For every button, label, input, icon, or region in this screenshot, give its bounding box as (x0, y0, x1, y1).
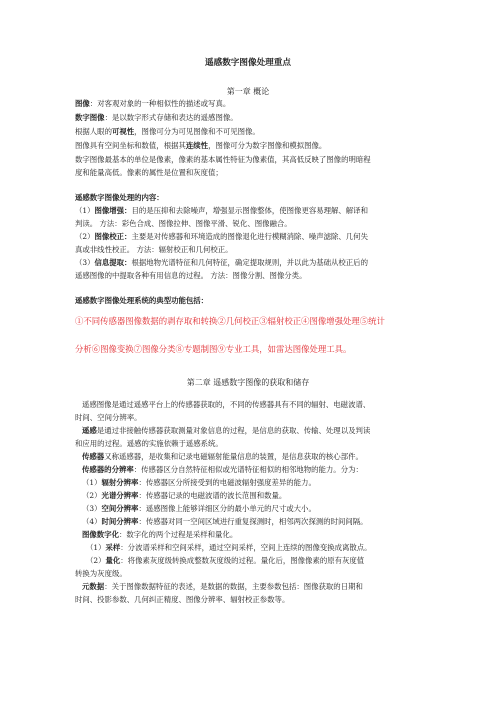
term: 图像数字化 (82, 530, 119, 539)
text: ：传感器区分自然特征相似或光谱特征相似的相邻地物的能力。分为： (133, 465, 363, 474)
term: 辐射分辨率 (101, 478, 139, 487)
text: ：传感器记录的电磁波谱的波长范围和数量。 (138, 491, 287, 500)
text-line (82, 517, 368, 527)
text-line (75, 113, 238, 123)
text-line: 度和能量高低。像素的属性是位置和灰度值； (75, 168, 223, 177)
term: 遥感 (82, 426, 97, 435)
text-line (82, 478, 316, 488)
term: 数字图像 (75, 113, 105, 122)
highlight-line: 分析⑥图像变换⑦图像分类⑧专题制图⑨专业工具，如雷达图像处理工具。 (75, 344, 352, 354)
text: ：对客观对象的一种相似性的描述或写真。 (89, 99, 231, 108)
text: 目的是压抑和去除噪声，增强显示图像整体，使图像更容易理解、解译和 (131, 206, 368, 215)
text: 主要是对传感器和环境造成的图像退化进行模糊消除、噪声滤除、几何失 (131, 232, 368, 241)
highlight-line: ①不同传感器图像数据的剥存取和转换②几何校正③辐射校正④图像增强处理⑤统计 (75, 316, 385, 326)
term: 时间分辨率 (101, 517, 139, 526)
text: （2） (86, 556, 106, 565)
term: 传感器的分辨率 (82, 465, 134, 474)
text-line: 转换为灰度级。 (75, 569, 127, 578)
text-line: 数字图像最基本的单位是像素，像素的基本属性特征为像素值，其高低反映了图像的明暗程 (75, 155, 371, 164)
term: 采样 (105, 543, 121, 552)
text: ：将像素灰度级转换成整数灰度级的过程。量化后，图像像素的原有灰度值 (120, 556, 365, 565)
text-line (75, 99, 230, 109)
text-line (82, 452, 363, 462)
heading-text: 遥感数字图像处理的内容： (75, 193, 164, 202)
text: ：是以数字形式存储和表达的遥感图像。 (104, 113, 238, 122)
text: （1） (86, 543, 106, 552)
term: 信息提取： (94, 258, 132, 267)
text: 又称遥感器，是收集和记录电磁辐射能量信息的装置，是信息获取的核心部件。 (104, 452, 363, 461)
term: 连续性 (185, 141, 209, 150)
term: 图像 (75, 99, 90, 108)
text-line (82, 465, 363, 475)
text: ，图像可分为可见图像和不可见图像。 (134, 127, 260, 136)
text-line: 时间、空间分辨率。 (75, 413, 142, 422)
text: ：数字化的两个过程是采样和量化。 (118, 530, 238, 539)
section-heading (75, 296, 208, 306)
heading-text: 遥感数字图像处理系统的典型功能包括： (75, 296, 209, 305)
text: ：遥感图像上能够详细区分的最小单元的尺寸或大小。 (138, 504, 316, 513)
text-line: 和应用的过程。遥感的实施依赖于遥感系统。 (75, 439, 223, 448)
text: ：关于图像数据特征的表述，是数据的数据，主要参数包括：图像获取的日期和 (104, 582, 363, 591)
text-line (75, 141, 326, 151)
text-line (82, 504, 316, 514)
text: ：分波谱采样和空间采样，通过空间采样，空间上连续的图像变换成离散点。 (120, 543, 372, 552)
text: 图像具有空间坐标和数值，根据其 (75, 141, 186, 150)
text-line (75, 127, 260, 137)
term: 可视性 (111, 127, 135, 136)
text: ：传感器区分所接受到的电磁波辐射强度差异的能力。 (138, 478, 316, 487)
text-line (82, 582, 363, 592)
text-line (82, 426, 370, 436)
text-line (75, 206, 368, 216)
text-line (82, 491, 286, 501)
term: 图像增强： (94, 206, 132, 215)
text: （1） (75, 206, 95, 215)
text-line (86, 543, 372, 553)
text-line (75, 232, 368, 242)
text-line: 真或非线性校正。 方法：辐射校正和几何校正。 (75, 245, 233, 254)
text: （2） (82, 491, 102, 500)
text: 是通过非接触传感器获取测量对象信息的过程，是信息的获取、传输、处理以及判读 (96, 426, 371, 435)
term: 元数据 (82, 582, 105, 591)
text: （4） (82, 517, 102, 526)
text: （2） (75, 232, 95, 241)
term: 传感器 (82, 452, 105, 461)
text-line: 判读。 方法：彩色合成、图像拉伸、图像平滑、锐化、图像融合。 (75, 219, 292, 228)
text: （3） (75, 258, 95, 267)
text-line (75, 258, 368, 268)
text-line: 时间、投影参数、几何纠正精度、图像分辨率、辐射校正参数等。 (75, 595, 290, 604)
term: 光谱分辨率 (101, 491, 139, 500)
text: ：传感器对同一空间区域进行重复探测时，相邻两次探测的时间间隔。 (138, 517, 368, 526)
text: （1） (82, 478, 102, 487)
section-heading (75, 193, 164, 203)
text: 根据地物光谱特征和几何特征，确定提取规则，并以此为基础从校正后的 (131, 258, 368, 267)
text: 根据人眼的 (75, 127, 112, 136)
term: 量化 (105, 556, 121, 565)
term: 空间分辨率 (101, 504, 139, 513)
text: ，图像可分为数字图像和模拟图像。 (208, 141, 327, 150)
chapter-1-heading: 第一章 概论 (226, 87, 270, 96)
chapter-2-heading: 第二章 遥感数字图像的获取和储存 (186, 378, 310, 387)
text-line (86, 556, 364, 566)
text-line (82, 530, 237, 540)
text-line: 遥感图像的中提取各种有用信息的过程。 方法：图像分割、图像分类。 (75, 271, 307, 280)
text: （3） (82, 504, 102, 513)
term: 图像校正： (94, 232, 132, 241)
document-title: 遥感数字图像处理重点 (205, 58, 291, 68)
text-line: 遥感图像是通过遥感平台上的传感器获取的，不同的传感器具有不同的辐射、电磁波谱、 (82, 400, 371, 409)
